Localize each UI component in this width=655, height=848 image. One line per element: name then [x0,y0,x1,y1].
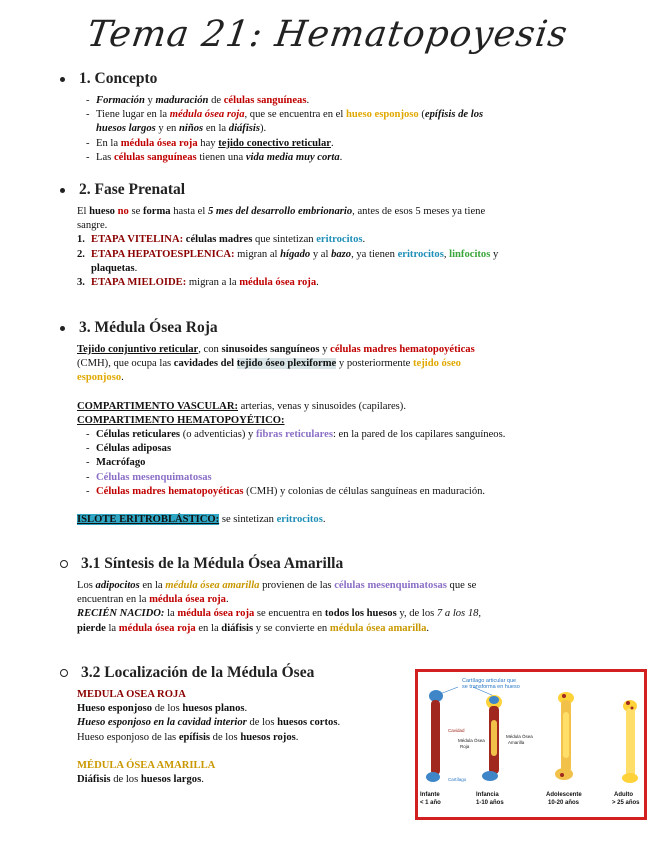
bone-adulto-icon [622,700,638,783]
compartimento-vascular: COMPARTIMENTO VASCULAR: arterias, venas y sinusoides (capilares). [77,400,406,412]
figure-label-mor: Médula Ósea Roja [458,738,485,749]
ring-bullet-icon [60,560,68,568]
figure-label-moa: Médula Ósea Amarilla [506,734,533,745]
concepto-list [86,94,566,165]
islote-eritroblastico: ISLOTE ERITROBLÁSTICO: se sintetizan eritrocitos. [77,514,326,526]
figure-label-top: Cartílago articular que se transforma en hueso [462,678,520,690]
bullet-icon [60,188,65,193]
bone-infancia-icon [482,695,502,781]
paragraph: Tejido conjuntivo reticular, con sinusoides sanguíneos y células madres hematopoyéticas (CMH), que ocupa las cavidades del tejido óseo plexiforme y posteriormente tejido óseo esponjoso. [77,344,475,384]
list-item: 1. ETAPA VITELINA: células madres que sintetizan eritrocitos. [77,234,366,246]
list-item: - Tiene lugar en la médula ósea roja, que se encuentra en el hueso esponjoso (epífisis de los huesos largos y en niños en la diáfisis). [86,108,566,136]
list-item: - Células mesenquimatosas [86,471,567,485]
medula-roja-text [77,343,567,527]
paragraph: RECIÉN NACIDO: la médula ósea roja se encuentra en todos los huesos y, de los 7 a los 18, pierde la médula ósea roja en la diáfisis y se convierte en médula ósea amarilla. [77,608,482,634]
bone-adolescente-icon [555,692,574,780]
figure-label-cartilago: Cartílago [448,777,467,782]
list-item: - Células reticulares (o adventicias) y fibras reticulares: en la pared de los capilares sanguíneos. [86,428,567,442]
section-heading-medula-osea-roja: 3. Médula Ósea Roja [60,319,218,337]
list-item: Hueso esponjoso de las epífisis de los huesos rojos. [77,731,299,743]
bone-marrow-figure [415,669,647,820]
bullet-icon [60,326,65,331]
list-item: - Células madres hematopoyéticas (CMH) y colonias de células sanguíneas en maduración. [86,485,567,499]
list-item: - Las células sanguíneas tienen una vida media muy corta. [86,151,566,165]
ring-bullet-icon [60,669,68,677]
list-item: - Formación y maduración de células sanguíneas. [86,94,566,108]
list-item: Hueso esponjoso de los huesos planos. [77,703,248,715]
fase-prenatal-text [77,205,567,290]
compartimento-hematopoyetico: COMPARTIMENTO HEMATOPOYÉTICO: [77,414,285,426]
list-item: 3. ETAPA MIELOIDE: migran a la médula ósea roja. [77,277,319,289]
section-heading-fase-prenatal: 2. Fase Prenatal [60,181,185,199]
sintesis-text [77,579,567,636]
list-item: - Macrófago [86,456,567,470]
figure-stage-labels: Infante < 1 año Infancia 1-10 años Adolescente 10-20 años Adulto > 25 años [420,792,640,806]
list-item: Hueso esponjoso en la cavidad interior de los huesos cortos. [77,717,341,729]
page-title: Tema 21: Hematopoyesis [84,14,571,55]
paragraph: El hueso no se forma hasta el 5 mes del desarrollo embrionario, antes de esos 5 meses ya tiene sangre. [77,206,486,232]
bullet-icon [60,77,65,82]
section-heading-localizacion: 3.2 Localización de la Médula Ósea [60,664,314,682]
bone-infante-icon [426,690,443,782]
figure-label-cavidad: Cavidad [448,728,465,733]
list-item: - En la médula ósea roja hay tejido conectivo reticular. [86,137,566,151]
section-heading-concepto: 1. Concepto [60,70,157,88]
paragraph: Los adipocitos en la médula ósea amarilla provienen de las células mesenquimatosas que se encuentran en la médula ósea roja. [77,580,477,606]
medula-amarilla-label: MÉDULA ÓSEA AMARILLA [77,759,216,771]
section-heading-sintesis-medula-amarilla: 3.1 Síntesis de la Médula Ósea Amarilla [60,555,343,573]
list-item: - Células adiposas [86,442,567,456]
list-item: Diáfisis de los huesos largos. [77,774,204,786]
bone-growth-illustration [418,672,644,817]
medula-roja-label: MEDULA OSEA ROJA [77,689,186,700]
localizacion-text [77,688,412,787]
list-item: 2. ETAPA HEPATOESPLENICA: migran al hígado y al bazo, ya tienen eritrocitos, linfocitos y plaquetas. [77,248,499,274]
